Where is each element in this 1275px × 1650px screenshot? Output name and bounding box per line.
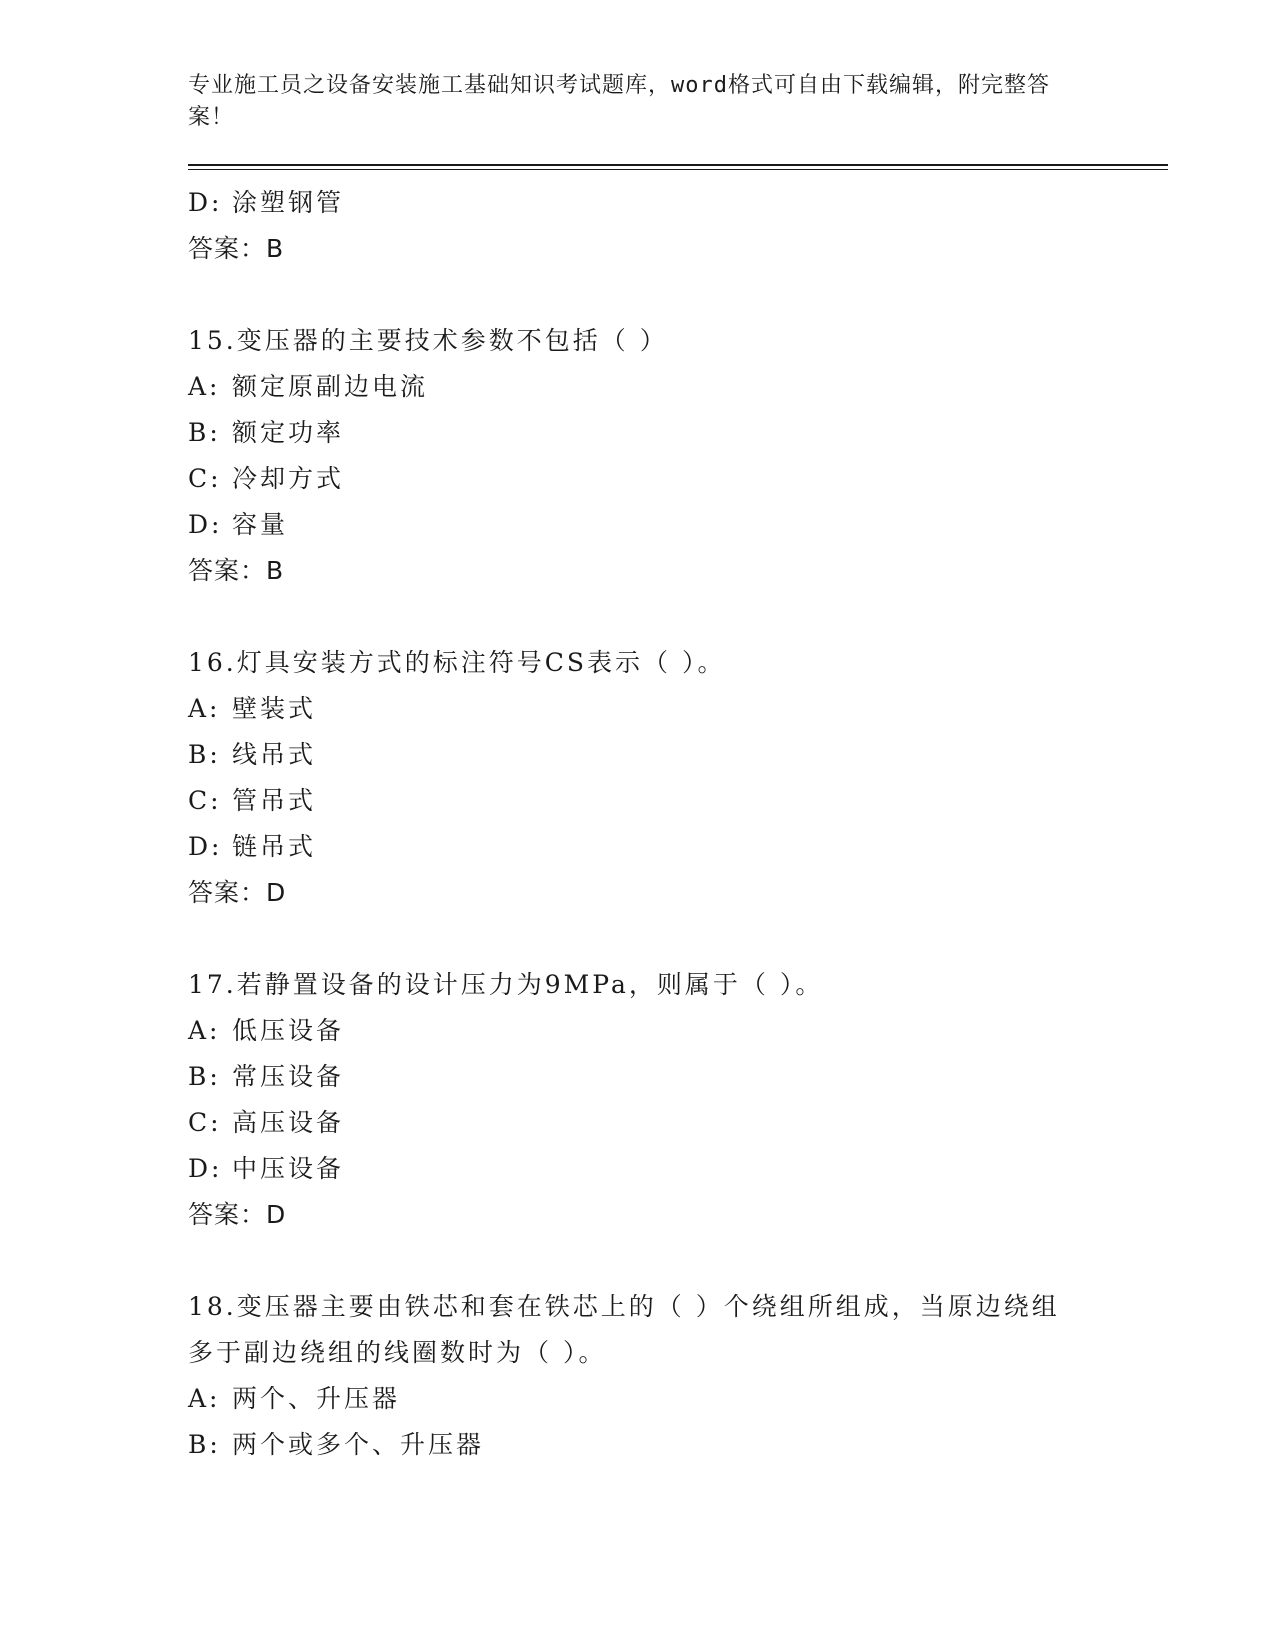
option-text: 线吊式 <box>232 740 317 769</box>
spacer <box>188 1238 1168 1284</box>
option-text: 涂塑钢管 <box>232 188 345 217</box>
question-stem: 16.灯具安装方式的标注符号CS表示（ ）。 <box>188 648 726 677</box>
option-text: 额定功率 <box>232 418 345 447</box>
option-text: 容量 <box>232 510 289 539</box>
option-text: 低压设备 <box>232 1016 345 1045</box>
option-text: 冷却方式 <box>232 464 345 493</box>
option-c <box>188 778 1168 824</box>
answer-line: 答案：B <box>188 234 285 263</box>
option-d <box>188 824 1168 870</box>
option-b <box>188 732 1168 778</box>
option-b <box>188 1054 1168 1100</box>
option-text: 中压设备 <box>232 1154 345 1183</box>
divider-line-thin <box>188 169 1168 170</box>
answer-line: 答案：D <box>188 1200 287 1229</box>
question-stem: 15.变压器的主要技术参数不包括（ ） <box>188 326 668 355</box>
spacer <box>188 594 1168 640</box>
option-c <box>188 456 1168 502</box>
option-letter: C: <box>188 786 222 815</box>
option-letter: D: <box>188 832 223 861</box>
option-letter: D: <box>188 1154 223 1183</box>
option-text: 壁装式 <box>232 694 317 723</box>
answer-line: 答案：B <box>188 556 285 585</box>
option-text: 额定原副边电流 <box>232 372 429 401</box>
option-letter: D: <box>188 510 223 539</box>
option-letter: C: <box>188 1108 222 1137</box>
option-text: 两个、升压器 <box>232 1384 401 1413</box>
option-a <box>188 1376 1168 1422</box>
option-letter: B: <box>188 740 221 769</box>
option-text: 两个或多个、升压器 <box>232 1430 485 1459</box>
question-stem: 17.若静置设备的设计压力为9MPa，则属于（ ）。 <box>188 970 824 999</box>
spacer <box>188 272 1168 318</box>
option-a <box>188 686 1168 732</box>
divider-line-thick <box>188 164 1168 166</box>
option-b <box>188 1422 1168 1468</box>
option-letter: A: <box>188 1016 221 1045</box>
option-letter: B: <box>188 418 221 447</box>
answer-line: 答案：D <box>188 878 287 907</box>
option-letter: D: <box>188 188 223 217</box>
document-page <box>188 70 1168 1468</box>
option-text: 高压设备 <box>232 1108 345 1137</box>
option-d <box>188 502 1168 548</box>
option-text: 管吊式 <box>232 786 317 815</box>
option-letter: B: <box>188 1062 221 1091</box>
document-header: 专业施工员之设备安装施工基础知识考试题库，word格式可自由下载编辑，附完整答案！ <box>188 73 1050 130</box>
option-letter: A: <box>188 1384 221 1413</box>
option-b <box>188 410 1168 456</box>
option-letter: C: <box>188 464 222 493</box>
option-letter: A: <box>188 372 221 401</box>
option-letter: B: <box>188 1430 221 1459</box>
header-divider <box>188 134 1168 180</box>
option-a <box>188 1008 1168 1054</box>
option-c <box>188 1100 1168 1146</box>
spacer <box>188 916 1168 962</box>
option-d <box>188 180 1168 226</box>
option-text: 链吊式 <box>232 832 317 861</box>
option-d <box>188 1146 1168 1192</box>
option-letter: A: <box>188 694 221 723</box>
option-a <box>188 364 1168 410</box>
question-stem: 18.变压器主要由铁芯和套在铁芯上的（ ）个绕组所组成，当原边绕组多于副边绕组的线圈数时为（ ）。 <box>188 1292 1060 1367</box>
option-text: 常压设备 <box>232 1062 345 1091</box>
